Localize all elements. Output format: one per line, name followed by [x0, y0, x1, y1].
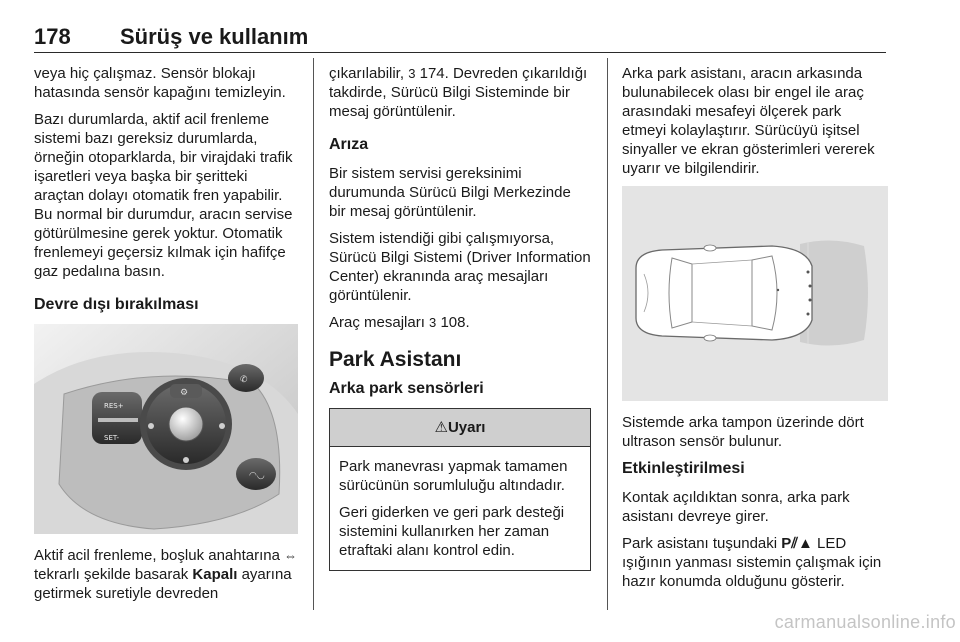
warning-header: [330, 409, 590, 447]
svg-text:⚙: ⚙: [180, 388, 189, 398]
paragraph: Aktif acil frenleme, boşluk anahtarına ⇔ tekrarlı şekilde basarak Kapalı ayarına getirmek suretiyle devreden: [34, 547, 298, 602]
gap-switch-icon: ⇔: [284, 548, 298, 563]
set-label: SET-: [104, 434, 120, 442]
off-setting-label: Kapalı: [192, 566, 238, 583]
paragraph: Bazı durumlarda, aktif acil frenleme sistemi bazı gereksiz durumlarda, örneğin otoparklarda, bir virajdaki trafik işaretleri veya başka bir şeritteki araçtan dolayı otomatik fren yapabilir. Bu normal bir durumdur, aracın servise götürülmesine gerek yoktur. Otomatik frenlemeyi geçersiz kılmak için hafifçe gaz pedalına basın.: [34, 111, 293, 280]
subheading-rear-sensors: Arka park sensörleri: [329, 380, 484, 397]
svg-text:◠◡: ◠◡: [249, 471, 265, 481]
warning-paragraph: Geri giderken ve geri park desteği sistemini kullanırken her zaman etraftaki alanı kontrol edin.: [339, 504, 565, 559]
section-heading-deactivation: Devre dışı bırakılması: [34, 296, 199, 313]
paragraph: çıkarılabilir, 3 174. Devreden çıkarıldığı takdirde, Sürücü Bilgi Sisteminde bir mesaj görüntülenir.: [329, 65, 588, 120]
column-3: [622, 64, 888, 599]
warning-title: Uyarı: [447, 419, 486, 436]
warning-box: [329, 408, 591, 571]
paragraph: veya hiç çalışmaz. Sensör blokajı hatasında sensör kapağını temizleyin.: [34, 65, 286, 101]
paragraph: Sistemde arka tampon üzerinde dört ultrason sensör bulunur.: [622, 414, 864, 450]
paragraph: Sistem istendiği gibi çalışmıyorsa, Sürücü Bilgi Sistemi (Driver Information Center) ekranında araç mesajları görüntülenir.: [329, 230, 591, 304]
paragraph: Araç mesajları 3 108.: [329, 314, 470, 331]
section-heading-fault: Arıza: [329, 136, 369, 153]
watermark: carmanualsonline.info: [774, 612, 956, 632]
warning-body: [330, 447, 590, 570]
cross-reference-icon: 3: [408, 66, 416, 81]
paragraph: Bir sistem servisi gereksinimi durumunda Sürücü Bilgi Merkezinde bir mesaj görüntülenir.: [329, 165, 571, 220]
page-header: [34, 14, 886, 53]
steering-wheel-controls-figure: [34, 324, 298, 534]
chapter-heading-park-assist: Park Asistanı: [329, 348, 462, 371]
rear-park-sensor-figure: [622, 186, 888, 401]
paragraph: Arka park asistanı, aracın arkasında bulunabilecek olası bir engel ile araç arasındaki mesafeyi ölçerek park etmeyi kolaylaştırır. Sürücüyü işitsel sinyaller ve ekran gösterimleri vererek uyarır ve bilgilendirir.: [622, 65, 875, 177]
warning-icon: ⚠: [434, 419, 448, 436]
page-number: 178: [34, 24, 71, 49]
section-title: Sürüş ve kullanım: [120, 24, 309, 49]
res-label: RES+: [104, 402, 124, 410]
column-2: [329, 64, 591, 581]
warning-paragraph: Park manevrası yapmak tamamen sürücünün sorumluluğu altındadır.: [339, 458, 568, 494]
park-assist-button-icon: P⫽▲: [781, 535, 813, 552]
column-divider-1: [313, 58, 314, 610]
paragraph: Park asistanı tuşundaki P⫽▲ LED ışığının yanması sistemin çalışmak için hazır konumda olduğunu gösterir.: [622, 535, 882, 590]
column-divider-2: [607, 58, 608, 610]
paragraph: Kontak açıldıktan sonra, arka park asistanı devreye girer.: [622, 489, 850, 525]
section-heading-activation: Etkinleştirilmesi: [622, 460, 745, 477]
cross-reference-icon: 3: [429, 315, 437, 330]
svg-text:✆: ✆: [240, 375, 248, 385]
column-1: [34, 64, 298, 611]
